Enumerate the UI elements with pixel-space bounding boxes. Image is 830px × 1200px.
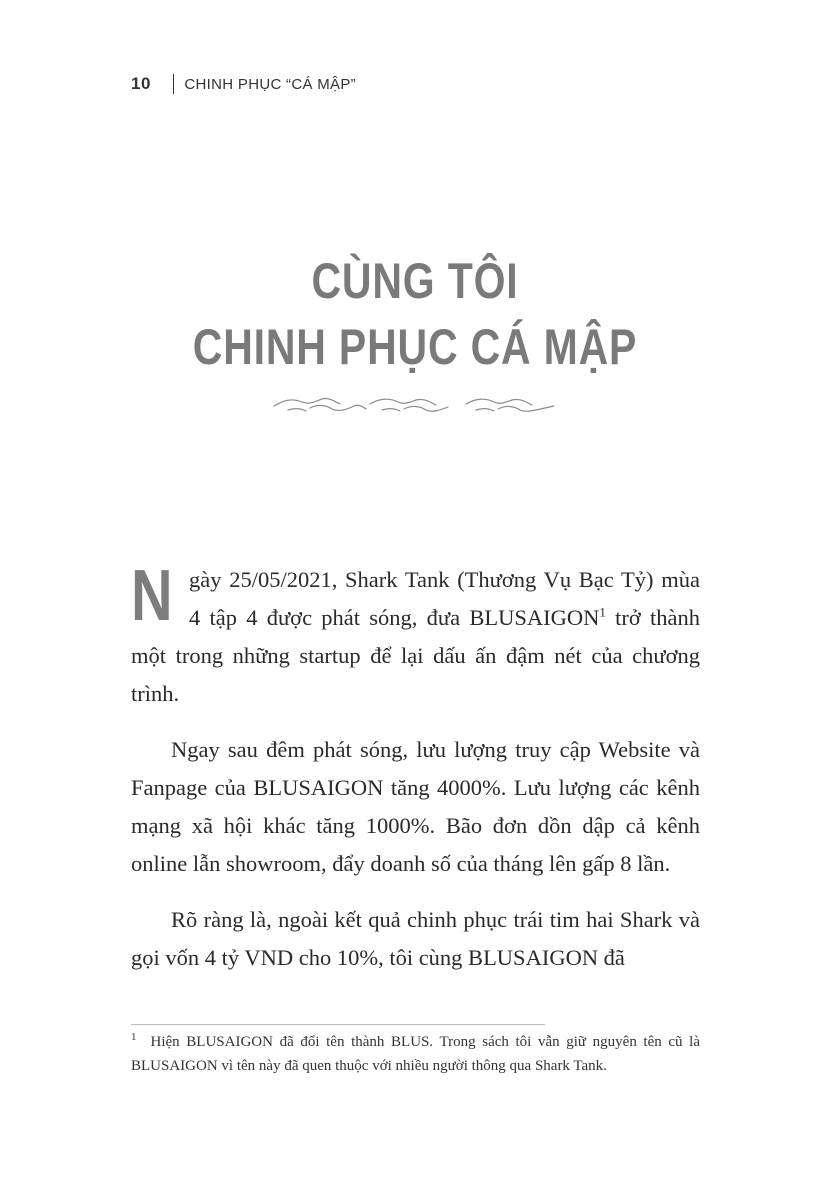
- footnote: [131, 1030, 700, 1078]
- paragraph-1-text-b: trở thành một trong những startup để lại dấu ấn đậm nét của chương trình.: [131, 605, 700, 706]
- paragraph-1: [131, 556, 700, 713]
- body-text: [131, 556, 700, 977]
- chapter-title-line-2: CHINH PHỤC CÁ MẬP: [192, 319, 638, 375]
- waves-ornament-icon: [270, 392, 560, 416]
- paragraph-2: Ngay sau đêm phát sóng, lưu lượng truy cập Website và Fanpage của BLUSAIGON tăng 4000%. Lưu lượng các kênh mạng xã hội khác tăng 1000%. Bão đơn dồn dập cả kênh online lẫn showroom, đẩy doanh số của tháng lên gấp 8 lần.: [131, 737, 700, 876]
- running-title: CHINH PHỤC “CÁ MẬP”: [184, 75, 356, 93]
- footnote-marker: 1: [131, 1031, 137, 1043]
- footnote-divider: [131, 1024, 545, 1025]
- chapter-title-line-1: CÙNG TÔI: [311, 253, 519, 309]
- paragraph-3: Rõ ràng là, ngoài kết quả chinh phục trái tim hai Shark và gọi vốn 4 tỷ VND cho 10%, tôi cùng BLUSAIGON đã: [131, 907, 700, 970]
- running-header: [131, 70, 356, 98]
- footnote-text: Hiện BLUSAIGON đã đổi tên thành BLUS. Trong sách tôi vẫn giữ nguyên tên cũ là BLUSAIGON vì tên này đã quen thuộc với nhiều người thông qua Shark Tank.: [131, 1034, 700, 1074]
- paragraph-1-text-a: gày 25/05/2021, Shark Tank (Thương Vụ Bạc Tỷ) mùa 4 tập 4 được phát sóng, đưa BLUSAIGON: [189, 567, 700, 630]
- page-number: 10: [131, 74, 151, 93]
- footnote-reference[interactable]: 1: [599, 604, 606, 620]
- chapter-title: [0, 248, 830, 380]
- drop-cap: N: [131, 556, 173, 636]
- header-divider: [173, 74, 175, 94]
